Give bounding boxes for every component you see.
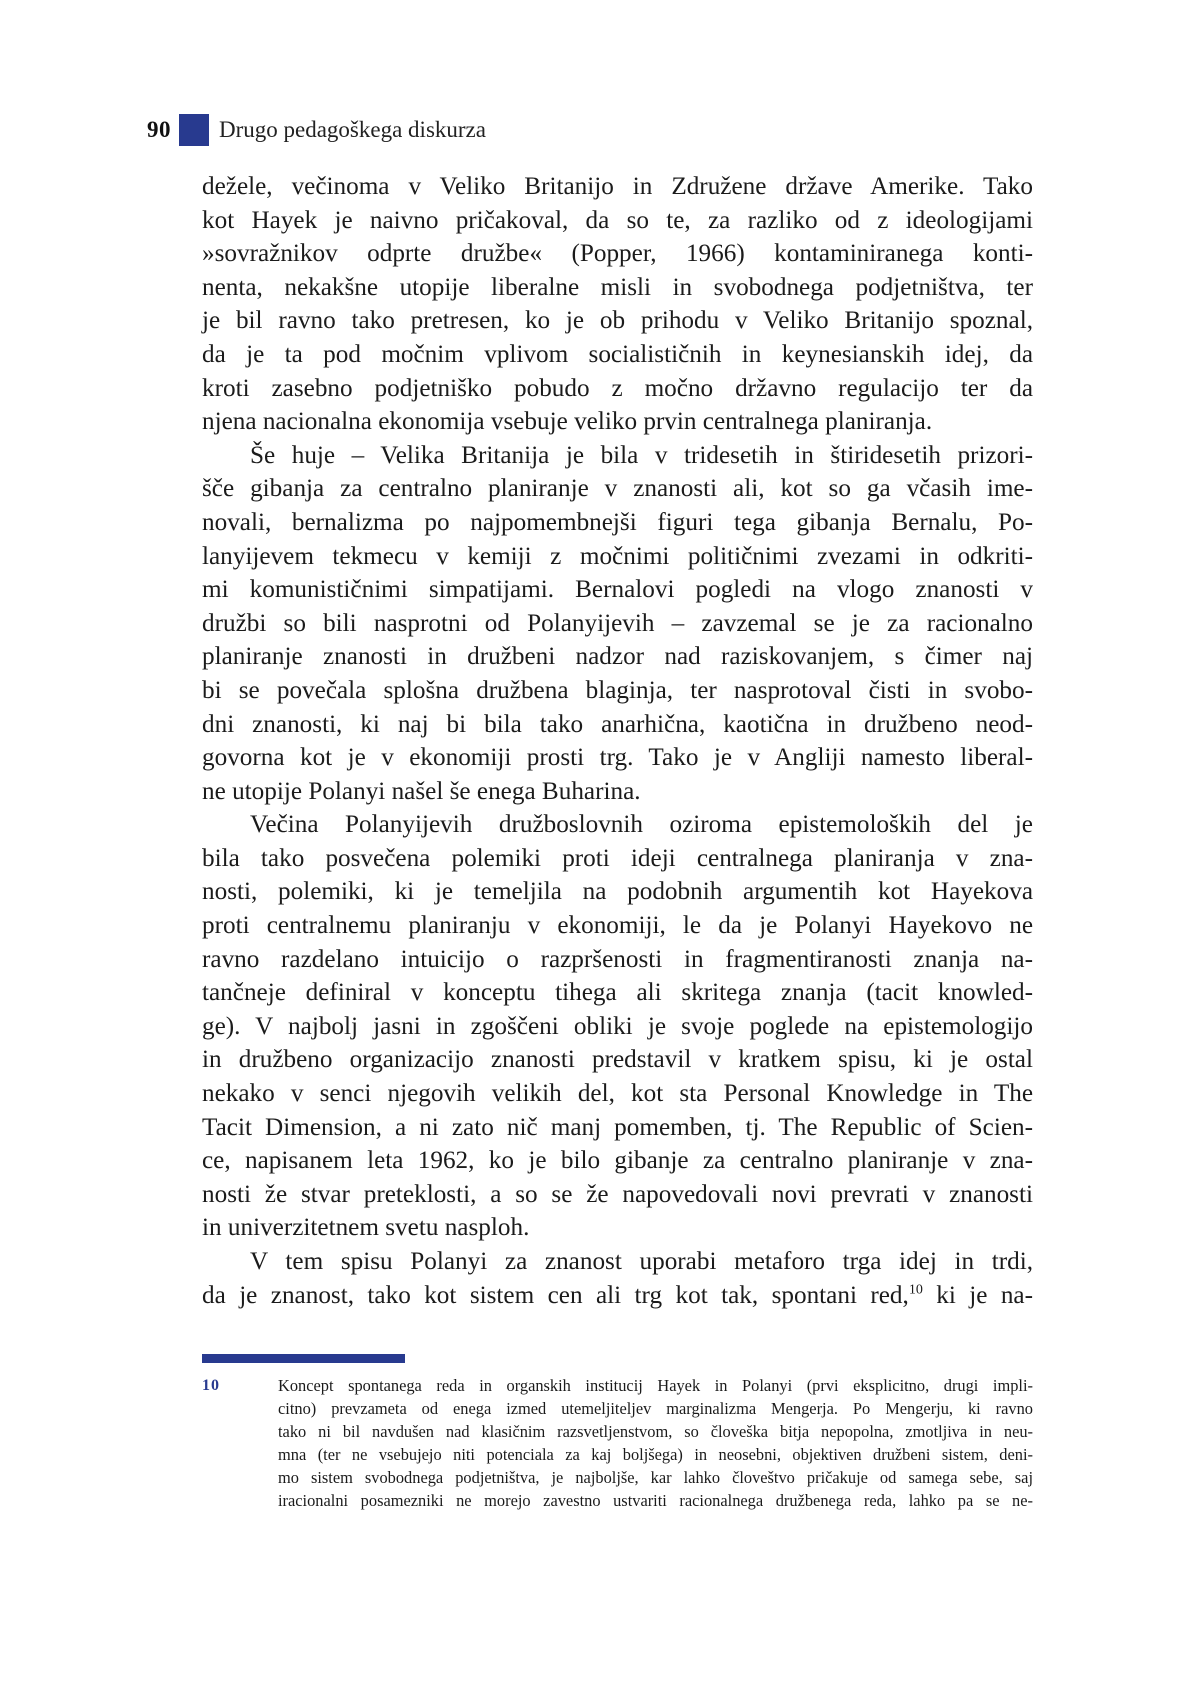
footnote-text <box>278 1374 1033 1512</box>
text-line: in družbeno organizacijo znanosti predstavil v kratkem spisu, ki je ostal <box>202 1046 1033 1074</box>
text-line: nenta, nekakšne utopije liberalne misli in svobodnega podjetništva, ter <box>202 273 1033 301</box>
text-line: in univerzitetnem svetu nasploh. <box>202 1214 530 1242</box>
text-line <box>202 1279 1033 1313</box>
text-line: bila tako posvečena polemiki proti ideji centralnega planiranja v zna- <box>202 844 1033 872</box>
footnote-separator <box>202 1354 405 1363</box>
text-line: nosti že stvar preteklosti, a so se že napovedovali novi prevrati v znanosti <box>202 1180 1033 1208</box>
running-title: Drugo pedagoškega diskurza <box>219 117 486 142</box>
text-line: kroti zasebno podjetniško pobudo z močno državno regulacijo ter da <box>202 374 1033 402</box>
footnote-line: iracionalni posamezniki ne morejo zavestno ustvariti racionalnega družbenega reda, lahko pa se ne- <box>278 1491 1033 1510</box>
footnote-line: mna (ter ne vsebujejo niti potenciala za kaj boljšega) in neosebni, objektiven družbeni sistem, deni- <box>278 1445 1033 1464</box>
paragraph-2 <box>202 439 1033 809</box>
footnote <box>202 1374 1033 1512</box>
footnote-reference[interactable]: 10 <box>908 1282 923 1298</box>
text-line: V tem spisu Polanyi za znanost uporabi metaforo trga idej in trdi, <box>250 1248 1033 1275</box>
text-line: proti centralnemu planiranju v ekonomiji, le da je Polanyi Hayekovo ne <box>202 912 1033 940</box>
text-line: dežele, večinoma v Veliko Britanijo in Združene države Amerike. Tako <box>202 173 1033 200</box>
text-fragment: ki je na- <box>922 1281 1033 1309</box>
text-line: ravno razdelano intuicijo o razpršenosti in fragmentiranosti znanja na- <box>202 945 1033 973</box>
footnote-line: citno) prevzameta od enega izmed utemeljiteljev marginalizma Mengerja. Po Mengerju, ki ravno <box>278 1399 1033 1418</box>
text-line: bi se povečala splošna družbena blaginja, ter nasprotoval čisti in svobo- <box>202 676 1033 704</box>
text-line: mi komunističnimi simpatijami. Bernalovi pogledi na vlogo znanosti v <box>202 576 1033 604</box>
footnote-number: 10 <box>202 1377 220 1394</box>
text-line: je bil ravno tako pretresen, ko je ob prihodu v Veliko Britanijo spoznal, <box>202 307 1033 335</box>
text-line: Večina Polanyijevih družboslovnih oziroma epistemoloških del je <box>250 811 1033 839</box>
footnote-line: mo sistem svobodnega podjetništva, je najboljše, kar lahko človeštvo pričakuje od samega sebe, saj <box>278 1468 1033 1487</box>
page-number: 90 <box>147 117 171 142</box>
text-line: nekako v senci njegovih velikih del, kot sta Personal Knowledge in The <box>202 1080 1033 1108</box>
main-text <box>202 170 1033 1312</box>
text-line: govorna kot je v ekonomiji prosti trg. Tako je v Angliji namesto liberal- <box>202 744 1033 772</box>
text-line: planiranje znanosti in družbeni nadzor nad raziskovanjem, s čimer naj <box>202 643 1033 671</box>
paragraph-1 <box>202 170 1033 439</box>
text-line: Tacit Dimension, a ni zato nič manj pomemben, tj. The Republic of Scien- <box>202 1113 1033 1141</box>
text-line: družbi so bili nasprotni od Polanyijevih – zavzemal se je za racionalno <box>202 609 1033 637</box>
text-line: Še huje – Velika Britanija je bila v tridesetih in štiridesetih prizori- <box>250 441 1033 469</box>
text-line: »sovražnikov odprte družbe« (Popper, 1966) kontaminiranega konti- <box>202 240 1033 268</box>
footnote-line: Koncept spontanega reda in organskih institucij Hayek in Polanyi (prvi eksplicitno, drugi impli- <box>278 1376 1033 1395</box>
text-line: njena nacionalna ekonomija vsebuje veliko prvin centralnega planiranja. <box>202 408 933 436</box>
text-line: ce, napisanem leta 1962, ko je bilo gibanje za centralno planiranje v zna- <box>202 1147 1033 1175</box>
running-header <box>147 112 486 148</box>
header-accent-square <box>179 114 209 146</box>
text-line: dni znanosti, ki naj bi bila tako anarhična, kaotična in družbeno neod- <box>202 710 1033 738</box>
paragraph-3 <box>202 808 1033 1245</box>
text-line: šče gibanja za centralno planiranje v znanosti ali, kot so ga včasih ime- <box>202 475 1033 503</box>
paragraph-4 <box>202 1245 1033 1312</box>
text-line: tančneje definiral v konceptu tihega ali skritega znanja (tacit knowled- <box>202 979 1033 1007</box>
text-fragment: da je znanost, tako kot sistem cen ali trg kot tak, spontani red, <box>202 1281 909 1309</box>
text-line: lanyijevem tekmecu v kemiji z močnimi političnimi zvezami in odkriti- <box>202 542 1033 570</box>
footnote-line: tako ni bil navdušen nad klasičnim razsvetljenstvom, so človeška bitja nepopolna, zmotljiva in neu- <box>278 1422 1033 1441</box>
text-line: novali, bernalizma po najpomembnejši figuri tega gibanja Bernalu, Po- <box>202 508 1033 536</box>
text-line: nosti, polemiki, ki je temeljila na podobnih argumentih kot Hayekova <box>202 878 1033 906</box>
text-line: ge). V najbolj jasni in zgoščeni obliki je svoje poglede na epistemologijo <box>202 1012 1033 1040</box>
text-line: kot Hayek je naivno pričakoval, da so te, za razliko od z ideologijami <box>202 206 1033 234</box>
text-line: da je ta pod močnim vplivom socialističnih in keynesianskih idej, da <box>202 340 1033 368</box>
text-line: ne utopije Polanyi našel še enega Buharina. <box>202 777 641 805</box>
